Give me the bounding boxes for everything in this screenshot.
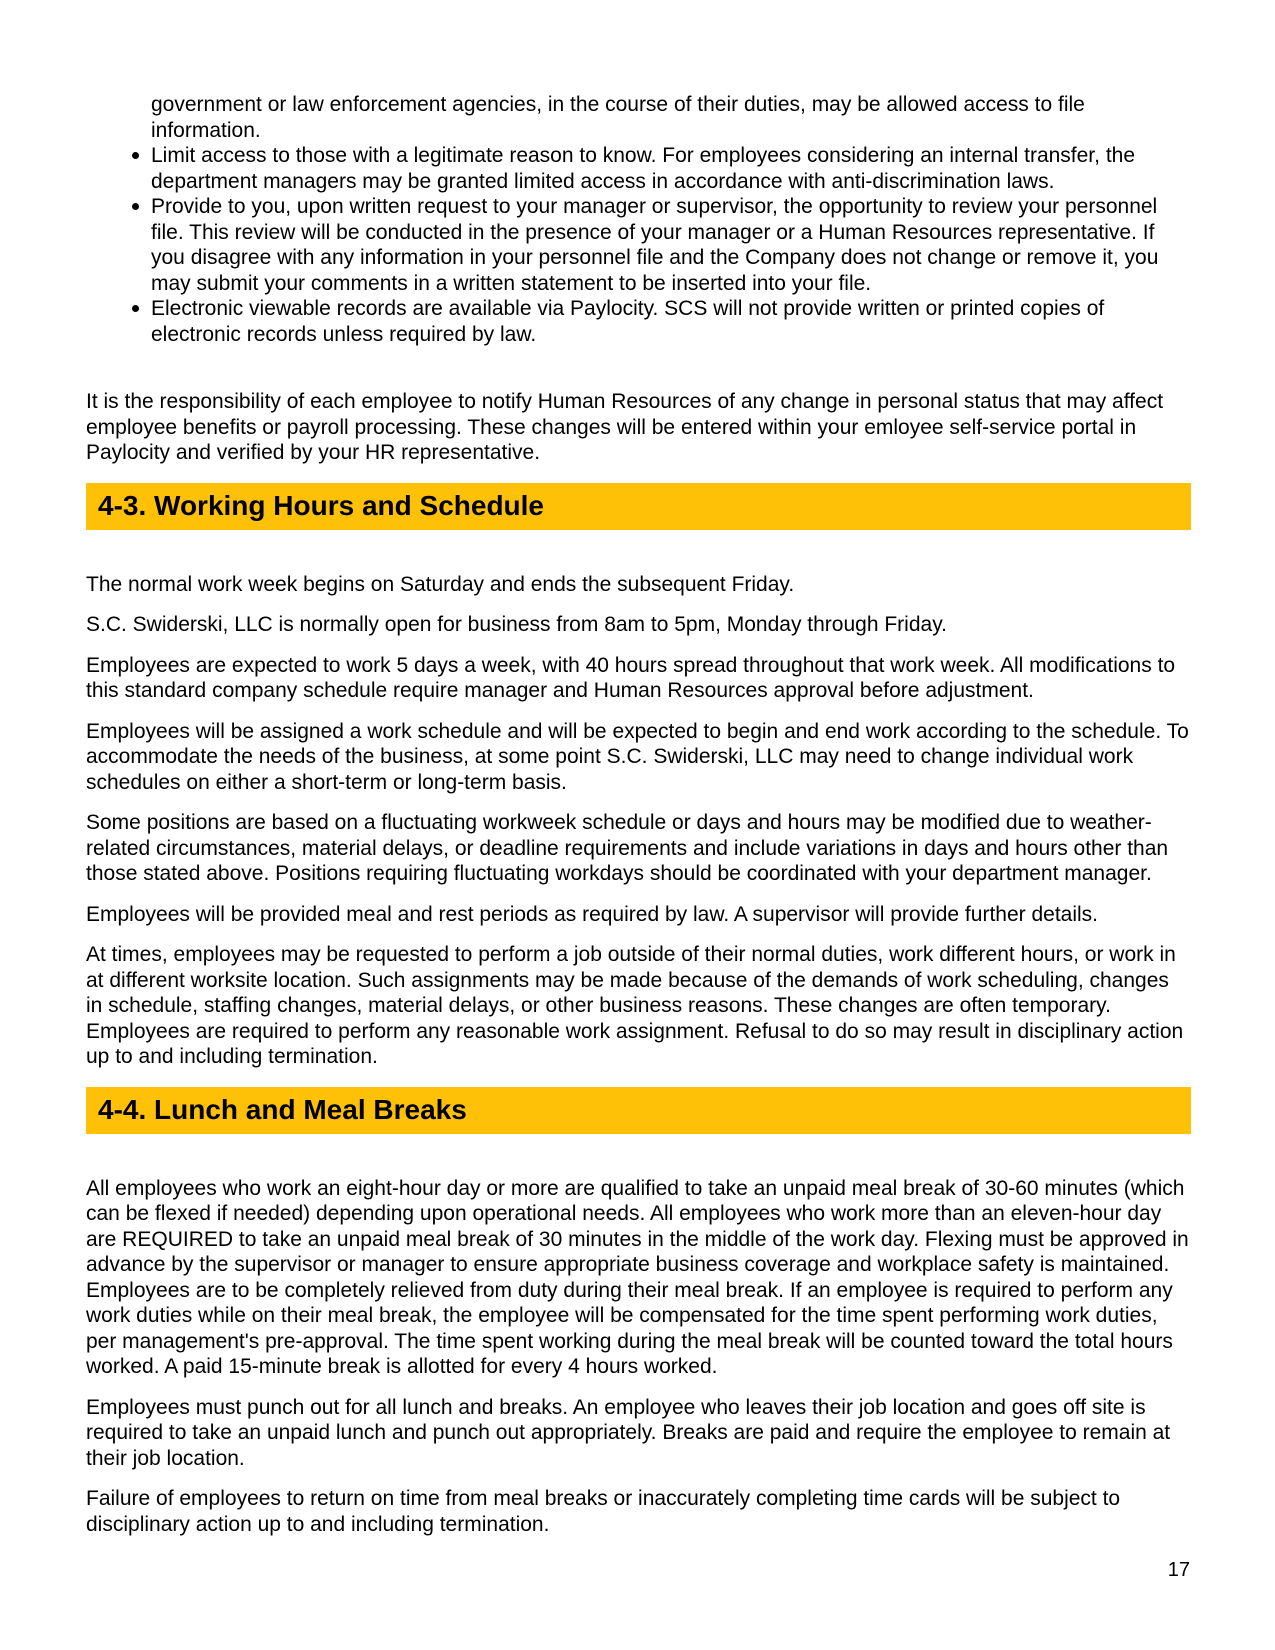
section-header-lunch-breaks: [86, 1087, 1191, 1134]
list-item-text: Limit access to those with a legitimate reason to know. For employees considering an internal transfer, the department managers may be granted limited access in accordance with anti-discrimination laws.: [151, 144, 1136, 193]
bullet-icon: [132, 152, 139, 159]
list-item: [86, 194, 1191, 296]
bullet-icon: [132, 203, 139, 210]
list-item: [86, 296, 1191, 347]
paragraph: Some positions are based on a fluctuating workweek schedule or days and hours may be modified due to weather-related circumstances, material delays, or deadline requirements and include variations in days and hours other than those stated above. Positions requiring fluctuating workdays should be coordinated with your department manager.: [86, 811, 1169, 885]
list-item: [86, 143, 1191, 194]
list-item-continuation: [86, 92, 1191, 143]
section-header-working-hours: [86, 483, 1191, 530]
section-title: 4-3. Working Hours and Schedule: [98, 489, 545, 521]
paragraph: The normal work week begins on Saturday and ends the subsequent Friday.: [86, 572, 795, 596]
paragraph: Employees will be assigned a work schedule and will be expected to begin and end work according to the schedule. To accommodate the needs of the business, at some point S.C. Swiderski, LLC may need to change individual work schedules on either a short-term or long-term basis.: [86, 719, 1189, 794]
section-title: 4-4. Lunch and Meal Breaks: [98, 1093, 467, 1125]
paragraph: S.C. Swiderski, LLC is normally open for business from 8am to 5pm, Monday through Friday.: [86, 613, 947, 636]
list-item-text: Electronic viewable records are available via Paylocity. SCS will not provide written or printed copies of electronic records unless required by law.: [151, 297, 1105, 346]
paragraph: At times, employees may be requested to perform a job outside of their normal duties, work different hours, or work in at different worksite location. Such assignments may be made because of the demands of work scheduling, changes in schedule, staffing changes, material delays, or other business reasons. These changes are often temporary. Employees are required to perform any reasonable work assignment. Refusal to do so may result in disciplinary action up to and including termination.: [86, 943, 1184, 1068]
paragraph: Failure of employees to return on time from meal breaks or inaccurately completing time cards will be subject to disciplinary action up to and including termination.: [86, 1487, 1121, 1536]
paragraph: Employees are expected to work 5 days a week, with 40 hours spread throughout that work week. All modifications to this standard company schedule require manager and Human Resources approval before adjustment.: [86, 653, 1176, 702]
records-access-list: [86, 92, 1191, 347]
paragraph: All employees who work an eight-hour day or more are qualified to take an unpaid meal break of 30-60 minutes (which can be flexed if needed) depending upon operational needs. All employees who work more than an eleven-hour day are REQUIRED to take an unpaid meal break of 30 minutes in the middle of the work day. Flexing must be approved in advance by the supervisor or manager to ensure appropriate business coverage and workplace safety is maintained. Employees are to be completely relieved from duty during their meal break. If an employee is required to perform any work duties while on their meal break, the employee will be compensated for the time spent performing work duties, per management's pre-approval. The time spent working during the meal break will be counted toward the total hours worked. A paid 15-minute break is allotted for every 4 hours worked.: [86, 1176, 1189, 1378]
page-number: 17: [1167, 1559, 1190, 1581]
bullet-icon: [132, 305, 139, 312]
list-item-text: Provide to you, upon written request to your manager or supervisor, the opportunity to review your personnel file. This review will be conducted in the presence of your manager or a Human Resources representative. If you disagree with any information in your personnel file and the Company does not change or remove it, you may submit your comments in a written statement to be inserted into your file.: [151, 195, 1159, 295]
paragraph: Employees must punch out for all lunch and breaks. An employee who leaves their job location and goes off site is required to take an unpaid lunch and punch out appropriately. Breaks are paid and require the employee to remain at their job location.: [86, 1395, 1171, 1470]
page-content: [86, 92, 1191, 1537]
list-item-text: government or law enforcement agencies, in the course of their duties, may be allowed access to file information.: [151, 93, 1085, 142]
paragraph-hr-notify: It is the responsibility of each employee to notify Human Resources of any change in personal status that may affect employee benefits or payroll processing. These changes will be entered within your emloyee self-service portal in Paylocity and verified by your HR representative.: [86, 390, 1164, 464]
paragraph: Employees will be provided meal and rest periods as required by law. A supervisor will provide further details.: [86, 902, 1098, 926]
